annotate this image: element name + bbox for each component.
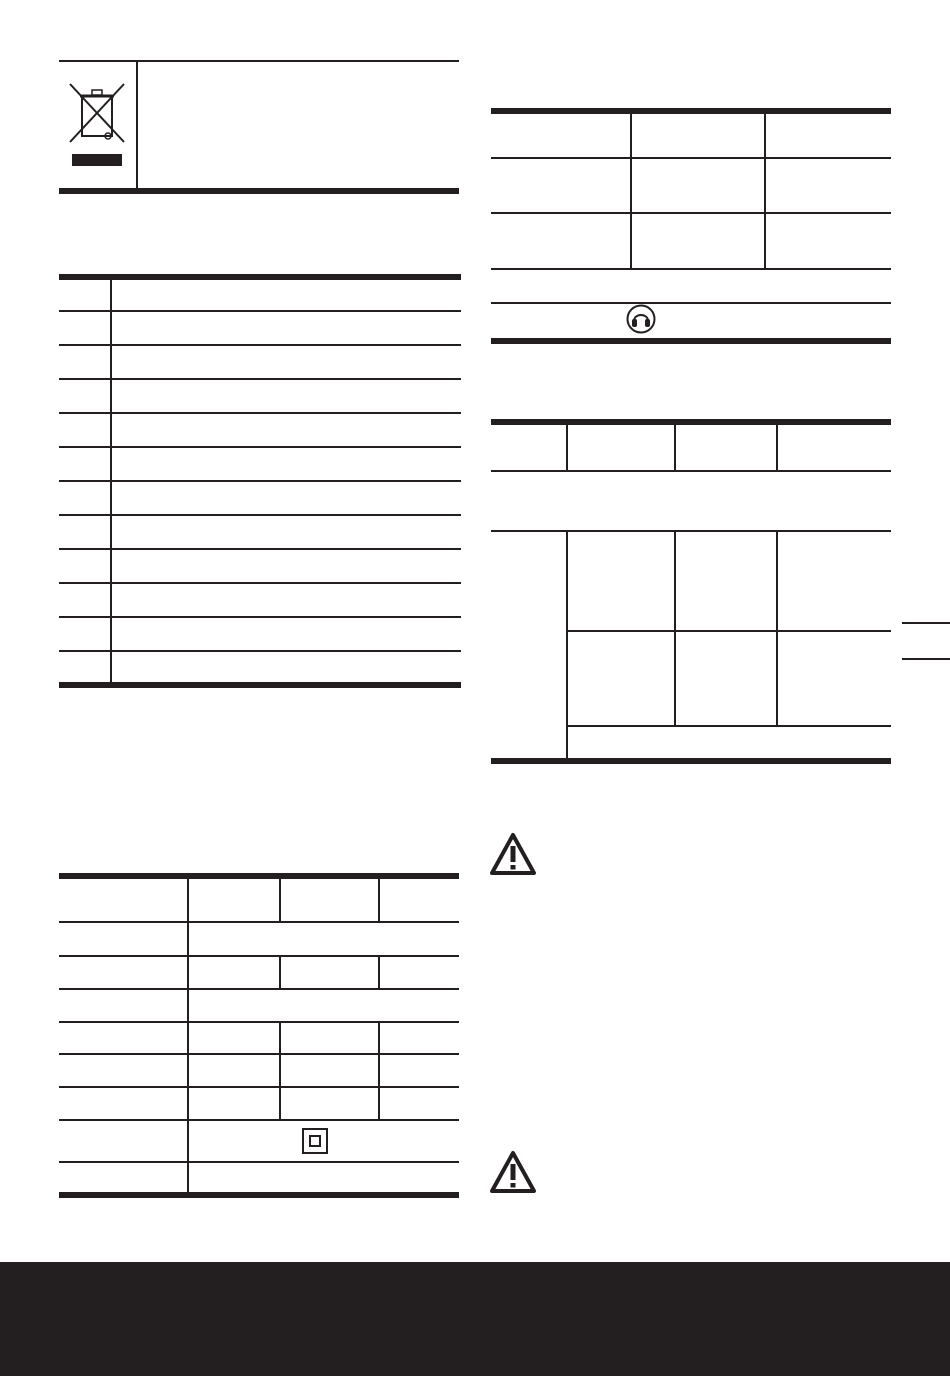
- table-row: [59, 1021, 459, 1023]
- table-row: [59, 921, 459, 923]
- crossed-out-wheelie-bin-icon: [66, 82, 128, 168]
- table-row: [491, 470, 891, 472]
- page-footer-band: [0, 1262, 950, 1376]
- table-row: [59, 378, 461, 380]
- table-row: [59, 1053, 459, 1055]
- table-row: [59, 514, 461, 516]
- table-row: [59, 548, 461, 550]
- table-row: [491, 302, 891, 304]
- table-row: [59, 446, 461, 448]
- warning-triangle-icon: [489, 1150, 537, 1194]
- table-row: [491, 212, 891, 214]
- table-row: [491, 530, 891, 532]
- table-row: [59, 1161, 459, 1163]
- table-row: [59, 582, 461, 584]
- table-row: [491, 268, 891, 270]
- table-row: [566, 725, 891, 727]
- table-row: [59, 1086, 459, 1088]
- table-row: [59, 1119, 459, 1121]
- table-row: [491, 157, 891, 159]
- double-insulation-icon: [302, 1128, 328, 1154]
- thumb-tab-line: [902, 622, 950, 624]
- table-row: [59, 955, 459, 957]
- table-row: [566, 630, 891, 632]
- table-row: [59, 480, 461, 482]
- table-row: [59, 344, 461, 346]
- table-row: [59, 310, 461, 312]
- ear-protection-icon: [626, 304, 656, 334]
- table-row: [59, 616, 461, 618]
- warning-triangle-icon: [489, 832, 537, 876]
- table-row: [59, 650, 461, 652]
- thumb-tab-line: [902, 658, 950, 660]
- table-row: [59, 988, 459, 990]
- table-row: [59, 412, 461, 414]
